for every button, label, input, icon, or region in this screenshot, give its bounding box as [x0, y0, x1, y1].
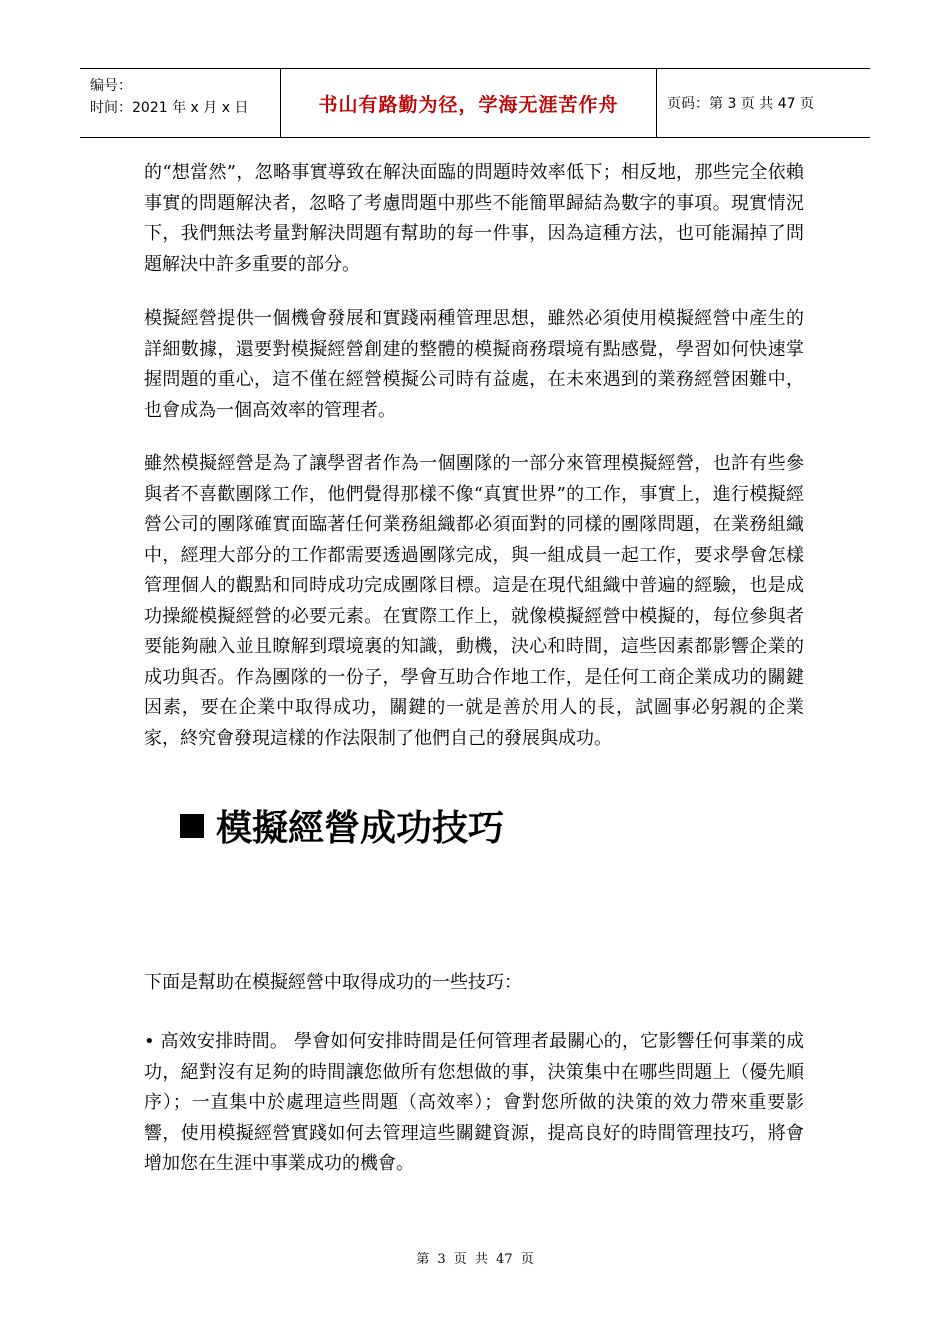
header-meta [80, 69, 280, 137]
paragraph-3: 雖然模擬經營是為了讓學習者作為一個團隊的一部分來管理模擬經營，也許有些參與者不喜歡團隊工作，他們覺得那樣不像“真實世界”的工作，事實上，進行模擬經營公司的團隊確實面臨著任何業務組織都必須面對的同樣的團隊問題，在業務組織中，經理大部分的工作都需要透過團隊完成，與一組成員一起工作，要求學會怎樣管理個人的觀點和同時成功完成團隊目標。這是在現代組織中普遍的經驗，也是成功操縱模擬經營的必要元素。在實際工作上，就像模擬經營中模擬的，每位參與者要能夠融入並且瞭解到環境裏的知識，動機，決心和時間，這些因素都影響企業的成功與否。作為團隊的一份子，學會互助合作地工作，是任何工商企業成功的關鍵因素，要在企業中取得成功，關鍵的一就是善於用人的長，試圖事必躬親的企業家，終究會發現這樣的作法限制了他們自己的發展與成功。 [144, 453, 804, 749]
bullet-item: • 高效安排時間。 學會如何安排時間是任何管理者最關心的，它影響任何事業的成功，絕對沒有足夠的時間讓您做所有您想做的事，決策集中在哪些問題上（優先順序）；一直集中於處理這些問題（高效率）；會對您所做的決策的效力帶來重要影響，使用模擬經營實踐如何去管理這些關鍵資源，提高良好的時間管理技巧，將會增加您在生涯中事業成功的機會。 [144, 1031, 804, 1174]
page-header [80, 68, 870, 138]
page-footer: 第 3 页 共 47 页 [416, 1252, 534, 1267]
section-heading [180, 800, 504, 851]
document-number-label: 编号： [90, 78, 132, 94]
header-page-label: 页码：第 3 页 共 47 页 [667, 96, 814, 112]
intro-text: 下面是幫助在模擬經營中取得成功的一些技巧： [144, 972, 522, 993]
section-heading-text: 模擬經營成功技巧 [216, 807, 505, 849]
header-motto: 书山有路勤为径，学海无涯苦作舟 [280, 69, 657, 137]
paragraph-2: 模擬經營提供一個機會發展和實踐兩種管理思想，雖然必須使用模擬經營中產生的詳細數據，還要對模擬經營創建的整體的模擬商務環境有點感覺，學習如何快速掌握問題的重心，這不僅在經營模擬公司時有益處，在未來遇到的業務經營困難中，也會成為一個高效率的管理者。 [144, 308, 804, 421]
document-date-label: 时间：2021 年 x 月 x 日 [90, 100, 249, 116]
paragraph-1: 的“想當然”，忽略事實導致在解決面臨的問題時效率低下；相反地，那些完全依賴事實的問題解決者，忽略了考慮問題中那些不能簡單歸結為數字的事項。現實情況下，我們無法考量對解決問題有幫助的每一件事，因為這種方法，也可能漏掉了問題解決中許多重要的部分。 [144, 162, 804, 275]
square-bullet-icon [180, 814, 204, 838]
